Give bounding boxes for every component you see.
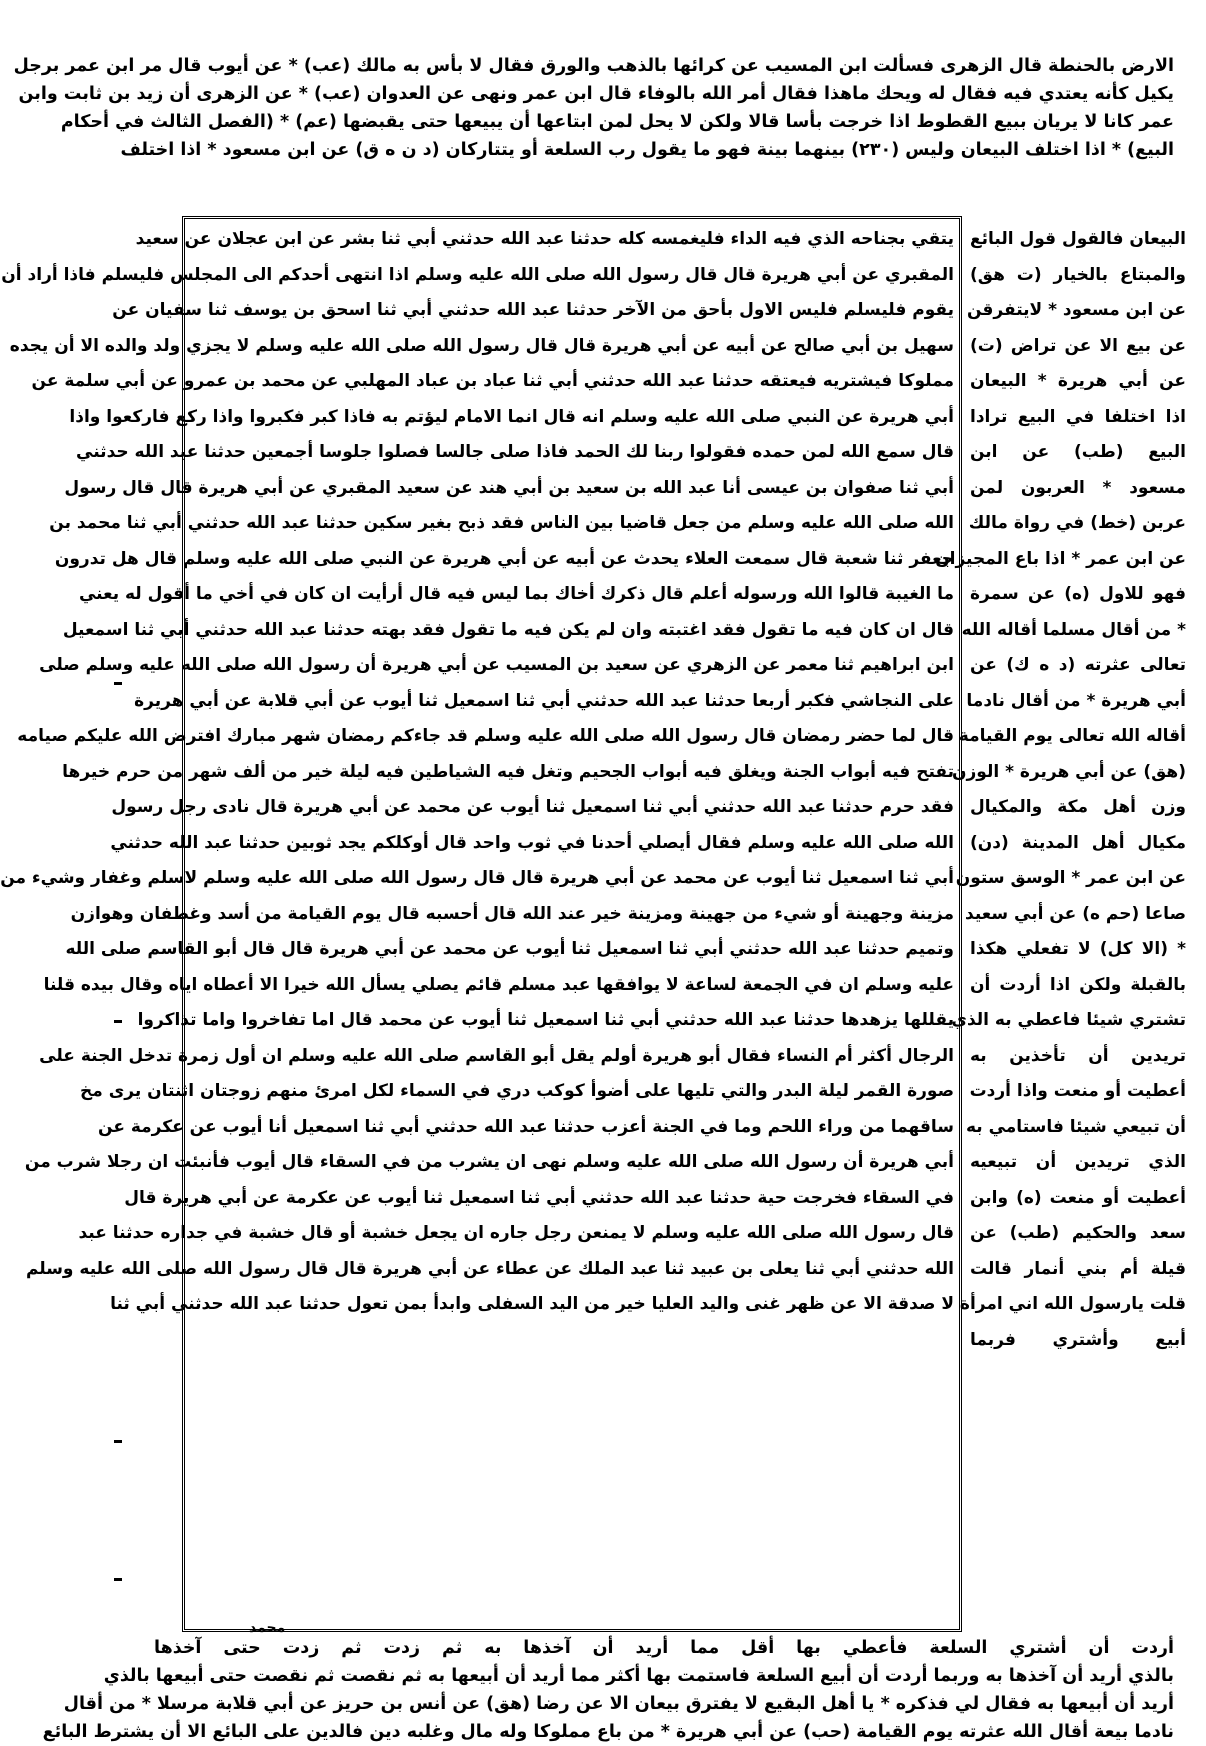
main-text-line: الله حدثني أبي ثنا يعلى بن عبيد ثنا عبد الملك عن عطاء عن أبي هريرة قال قال رسول الله صلى الله عليه وسلم (25, 1258, 954, 1279)
main-text-line: فقد حرم حدثنا عبد الله حدثني أبي ثنا اسمعيل ثنا أيوب عن محمد عن أبي هريرة قال نادى رجل رسول (111, 797, 954, 817)
main-text-line: أبي ثنا صفوان بن عيسى أنا عبد الله بن سعيد بن أبي هند عن سعيد المقبري عن أبي هريرة قال قال رسول (64, 477, 954, 498)
margin-text-line: قلت يارسول الله اني امرأة (959, 1294, 1186, 1314)
footer-line: بالذي أريد أن آخذها به وربما أردت أن أبيع السلعة فاستمت بها أكثر مما أريد أن أبيعها به ثم نقصت ثم نقصت حتى أبيعها بالذي (103, 1666, 1174, 1686)
main-text-line: المقبري عن أبي هريرة قال قال رسول الله صلى الله عليه وسلم اذا انتهى أحدكم الى المجلس فليسلم فاذا أراد أن (1, 264, 954, 285)
margin-text-line: عن ابن عمر * الوسق ستون (955, 868, 1186, 888)
main-hadith-column (0, 222, 954, 1323)
margin-text-line: أن تبيعي شيئا فاستامي به (965, 1116, 1186, 1137)
margin-text-line: تعالى عثرته (د ه ك) عن (970, 655, 1186, 675)
margin-commentary-column (935, 222, 1186, 1358)
main-text-line: قال رسول الله صلى الله عليه وسلم لا يمنعن رجل جاره ان يجعل خشبة أو قال خشبة في جداره حدثنا عبد (78, 1223, 954, 1243)
main-text-line: الرجال أكثر أم النساء فقال أبو هريرة أولم يقل أبو القاسم صلى الله عليه وسلم ان أول زمرة تدخل الجنة على (39, 1045, 954, 1066)
header-line: البيع) * اذا اختلف البيعان وليس (٢٣٠) بينهما بينة فهو ما يقول رب السلعة أو يتتاركان (د ن ه ق) عن ابن مسعود * اذا اختلف (120, 140, 1174, 160)
main-text-line: ابن ابراهيم ثنا معمر عن الزهري عن سعيد بن المسيب عن أبي هريرة أن رسول الله صلى الله عليه وسلم صلى (39, 655, 954, 675)
margin-text-line: بالقبلة ولكن اذا أردت أن (970, 974, 1186, 995)
main-text-line: الله صلى الله عليه وسلم من جعل قاضيا بين الناس فقد ذبح بغير سكين حدثنا عبد الله حدثني أبي ثنا محمد بن (49, 513, 954, 533)
margin-text-line: أقاله الله تعالى يوم القيامة (958, 726, 1186, 746)
margin-text-line: وزن أهل مكة والمكيال (970, 797, 1186, 817)
margin-text-line: * (الا كل) لا تفعلي هكذا (970, 939, 1186, 959)
footer-note: محمد (249, 1620, 286, 1636)
main-text-line: الله صلى الله عليه وسلم فقال أيصلي أحدنا في ثوب واحد قال أوكلكم يجد ثوبين حدثنا عبد الله حدثني (110, 832, 954, 853)
header-line: الارض بالحنطة قال الزهرى فسألت ابن المسيب عن كرائها بالذهب والورق فقال لا بأس به مالك (عب) * عن أيوب قال مر ابن عمر برجل (13, 56, 1174, 76)
main-text-line: أبي هريرة عن النبي صلى الله عليه وسلم انه قال انما الامام ليؤتم به فاذا كبر فكبروا واذا ركع فاركعوا واذا (69, 406, 954, 427)
main-text-line: ساقهما من وراء اللحم وما في الجنة أعزب حدثنا عبد الله حدثني أبي ثنا اسمعيل أنا أيوب عن عكرمة عن (98, 1116, 954, 1137)
main-text-line: قال لما حضر رمضان قال رسول الله صلى الله عليه وسلم قد جاءكم رمضان شهر مبارك افترض الله عليكم صيامه (17, 726, 954, 746)
edge-mark (114, 1440, 122, 1443)
main-text-line: قال سمع الله لمن حمده فقولوا ربنا لك الحمد فاذا صلى جالسا فصلوا جلوسا أجمعين حدثنا عبد الله حدثني (76, 442, 954, 462)
main-text-line: على النجاشي فكبر أربعا حدثنا عبد الله حدثني أبي ثنا اسمعيل ثنا أيوب عن أبي قلابة عن أبي هريرة (134, 690, 954, 711)
margin-text-line: مكيال أهل المدينة (دن) (970, 832, 1186, 853)
header-line: يكيل كأنه يعتدي فيه فقال له ويحك ماهذا فقال أمر الله بالوفاء قال ابن عمر ونهى عن العدوان (عب) * عن الزهرى أن زيد بن ثابت وابن (18, 84, 1174, 104)
main-text-line: مملوكا فيشتريه فيعتقه حدثنا عبد الله حدثني أبي ثنا عباد بن عباد المهلبي عن محمد بن عمرو عن أبي سلمة عن (31, 371, 954, 391)
main-text-line: ما الغيبة قالوا الله ورسوله أعلم قال ذكرك أخاك بما ليس فيه قال أرأيت ان كان في أخي ما أقول له يعني (78, 584, 954, 604)
margin-text-line: أعطيت أو منعت (ه) وابن (970, 1187, 1186, 1208)
main-text-line: وتميم حدثنا عبد الله حدثني أبي ثنا اسمعيل ثنا أيوب عن محمد عن أبي هريرة قال قال أبو القاسم صلى الله (65, 939, 954, 959)
margin-text-line: تشتري شيئا فاعطي به الذي (951, 1010, 1186, 1030)
main-text-line: أبي ثنا اسمعيل ثنا أيوب عن محمد عن أبي هريرة قال قال رسول الله صلى الله عليه وسلم لاسلم وغفار وشيء من (0, 868, 954, 888)
margin-text-line: قيلة أم بني أنمار قالت (970, 1258, 1186, 1279)
margin-text-line: تريدين أن تأخذين به (970, 1045, 1186, 1066)
margin-text-line: اذا اختلفا في البيع ترادا (970, 406, 1186, 427)
margin-text-line: سعد والحكيم (طب) عن (970, 1223, 1186, 1243)
margin-text-line: البيعان فالقول قول البائع (970, 229, 1186, 249)
margin-text-line: الذي تريدين أن تبيعيه (970, 1152, 1186, 1172)
margin-text-line: صاعا (حم ه) عن أبي سعيد (965, 903, 1186, 924)
margin-text-line: أعطيت أو منعت واذا أردت (969, 1081, 1186, 1101)
margin-text-line: البيع (طب) عن ابن (970, 442, 1186, 462)
margin-text-line: عن ابن عمر * اذا باع المجيزان (935, 548, 1186, 569)
margin-text-line: والمبتاع بالخيار (ت هق) (970, 264, 1186, 285)
main-text-line: يقللها يزهدها حدثنا عبد الله حدثني أبي ثنا اسمعيل ثنا أيوب عن محمد قال اما تفاخروا واما تذاكروا (137, 1010, 954, 1030)
main-text-line: جعفر ثنا شعبة قال سمعت العلاء يحدث عن أبيه عن أبي هريرة عن النبي صلى الله عليه وسلم قال هل تدرون (54, 548, 954, 569)
main-text-line: لا صدقة الا عن ظهر غنى واليد العليا خير من اليد السفلى وابدأ بمن تعول حدثنا عبد الله حدثني أبي ثنا (110, 1294, 954, 1314)
footer-line: نادما بيعة أقال الله عثرته يوم القيامة (حب) عن أبي هريرة * من باع مملوكا وله مال وغلبه دين فالدين على البائع الا أن يشترط البائع (42, 1722, 1174, 1742)
main-text-line: أبي هريرة أن رسول الله صلى الله عليه وسلم نهى ان يشرب من في السقاء قال أيوب فأنبئت ان رجلا شرب من (24, 1152, 954, 1172)
margin-text-line: عربن (خط) في رواة مالك (968, 513, 1186, 533)
header-line: عمر كانا لا يريان ببيع القطوط اذا خرجت بأسا قالا ولكن لا يحل لمن ابتاعها أن يبيعها حتى يقبضها (عم) * (الفصل الثالث في أحكام (60, 112, 1174, 132)
main-text-line: عليه وسلم ان في الجمعة لساعة لا يوافقها عبد مسلم قائم يصلي يسأل الله خيرا الا أعطاه اياه وقال بيده قلنا (43, 974, 954, 995)
footer-line: أردت أن أشتري السلعة فأعطي بها أقل مما أريد أن آخذها به ثم زدت ثم زدت حتى آخذها (154, 1638, 1174, 1658)
main-text-line: يقوم فليسلم فليس الاول بأحق من الآخر حدثنا عبد الله حدثني أبي ثنا اسحق بن يوسف ثنا سفيان عن (112, 300, 954, 320)
main-text-line: تفتح فيه أبواب الجنة ويغلق فيه أبواب الجحيم وتغل فيه الشياطين فيه ليلة خير من ألف شهر من حرم خيرها (62, 761, 954, 782)
edge-mark (114, 682, 122, 685)
margin-text-line: أبي هريرة * من أقال نادما (966, 690, 1186, 711)
margin-text-line: عن ابن مسعود * لايتفرقن (966, 300, 1186, 320)
main-text-line: يتقي بجناحه الذي فيه الداء فليغمسه كله حدثنا عبد الله حدثني أبي ثنا بشر عن ابن عجلان عن سعيد (135, 229, 954, 249)
margin-text-line: (هق) عن أبي هريرة * الوزن (952, 761, 1186, 782)
margin-text-line: أبيع وأشتري فربما (970, 1329, 1186, 1350)
margin-text-line: عن أبي هريرة * البيعان (970, 371, 1186, 391)
edge-mark (114, 1020, 122, 1023)
header-text (13, 52, 1174, 164)
margin-text-line: فهو للاول (ه) عن سمرة (970, 584, 1186, 604)
footer-text (42, 1634, 1174, 1746)
margin-text-line: مسعود * العربون لمن (970, 477, 1186, 498)
main-text-line: في السقاء فخرجت حية حدثنا عبد الله حدثني أبي ثنا اسمعيل ثنا أيوب عن عكرمة عن أبي هريرة قال (124, 1187, 954, 1208)
edge-mark (114, 1578, 122, 1581)
margin-text-line: عن بيع الا عن تراض (ت) (970, 335, 1186, 356)
main-text-line: صورة القمر ليلة البدر والتي تليها على أضوأ كوكب دري في السماء لكل امرئ منهم زوجتان اثنتان يرى مخ (80, 1081, 954, 1101)
main-text-line: سهيل بن أبي صالح عن أبيه عن أبي هريرة قال قال رسول الله صلى الله عليه وسلم لا يجزي ولد والده الا أن يجده (9, 335, 954, 356)
main-text-line: مزينة وجهينة أو شيء من جهينة ومزينة خير عند الله قال أحسبه قال يوم القيامة من أسد وغطفان وهوازن (70, 903, 954, 924)
main-text-line: قال ان كان فيه ما تقول فقد اغتبته وان لم يكن فيه ما تقول فقد بهته حدثنا عبد الله حدثني أبي ثنا اسمعيل (62, 619, 954, 640)
footer-line: أريد أن أبيعها به فقال لي فذكره * يا أهل البقيع لا يفترق بيعان الا عن رضا (هق) عن أنس بن حريز عن أبي قلابة مرسلا * من أقال (63, 1694, 1174, 1714)
margin-text-line: * من أقال مسلما أقاله الله (961, 619, 1186, 640)
